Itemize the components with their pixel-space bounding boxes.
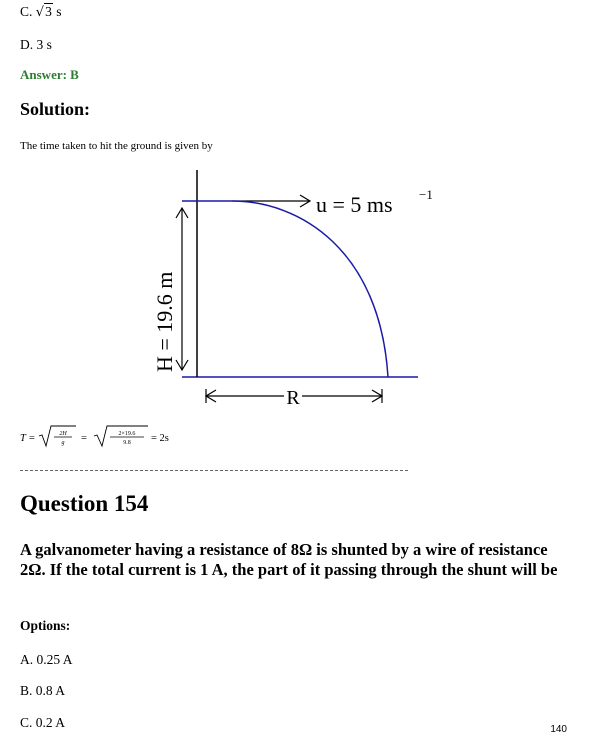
- sqrt1-sign: [39, 426, 76, 446]
- option-c-radicand: 3: [45, 4, 52, 19]
- question-title: Question 154: [20, 491, 149, 516]
- options-heading: Options:: [20, 618, 71, 633]
- formula-svg: [20, 420, 220, 450]
- option-c-prefix: C.: [20, 4, 36, 19]
- velocity-label: u = 5 ms: [316, 192, 393, 217]
- question-text: A galvanometer having a resistance of 8Ω is shunted by a wire of resistance 2Ω. If the total current is 1 A, the part of it passing through the shunt will be: [20, 540, 558, 579]
- range-label: R: [286, 387, 300, 409]
- section-separator: [20, 470, 408, 471]
- time-formula: [20, 420, 220, 450]
- formula-eq: =: [81, 433, 87, 444]
- frac2-denominator: 9.8: [123, 440, 131, 446]
- option-c[interactable]: C. 0.2 A: [20, 715, 66, 730]
- solution-heading: Solution:: [20, 99, 91, 119]
- frac1-denominator: g: [61, 440, 65, 446]
- option-a[interactable]: A. 0.25 A: [20, 652, 73, 667]
- option-d-prev: D. 3 s: [20, 37, 52, 52]
- page-number: 140: [550, 724, 567, 735]
- height-label: H = 19.6 m: [152, 271, 177, 372]
- sqrt-symbol: √: [35, 5, 45, 20]
- formula-lhs: T =: [20, 433, 36, 444]
- formula-result: = 2s: [151, 433, 169, 444]
- frac1-numerator: 2H: [59, 431, 67, 437]
- frac2-numerator: 2×19.6: [118, 431, 136, 437]
- option-b[interactable]: B. 0.8 A: [20, 683, 66, 698]
- answer-label: Answer: B: [20, 67, 79, 82]
- trajectory-curve: [232, 201, 388, 377]
- solution-intro: The time taken to hit the ground is given by: [20, 140, 213, 152]
- option-c-unit: s: [52, 4, 62, 19]
- velocity-exponent: −1: [419, 187, 433, 202]
